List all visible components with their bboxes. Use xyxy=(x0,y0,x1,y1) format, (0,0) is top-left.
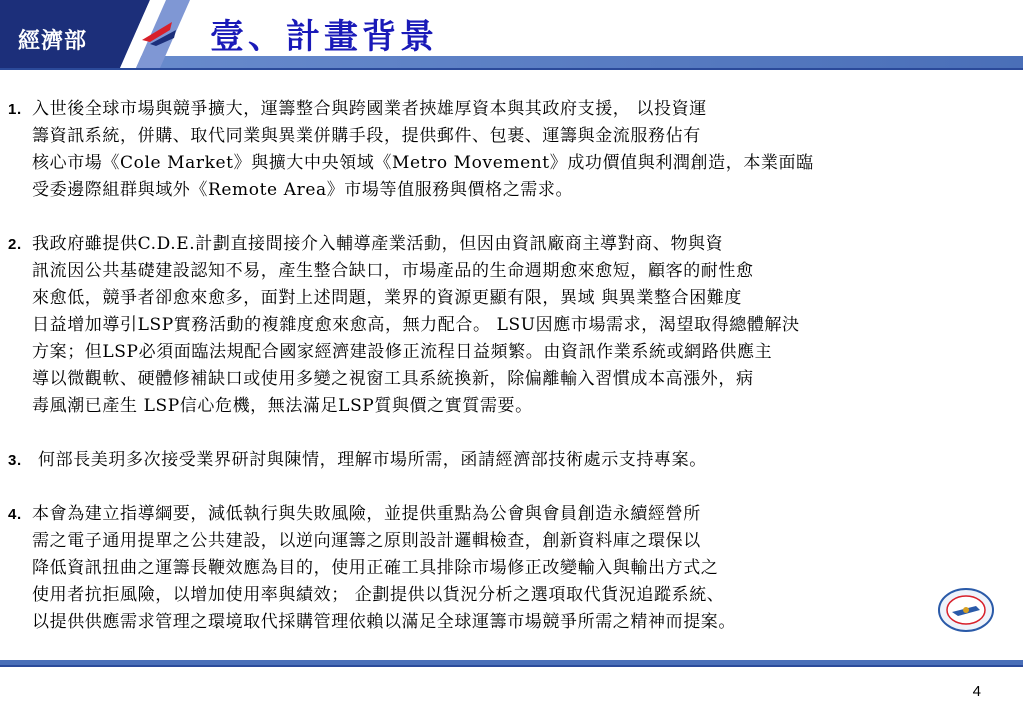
paragraph-line xyxy=(8,501,1018,528)
paragraph-line: 降低資訊扭曲之運籌長鞭效應為目的，使用正確工具排除市場修正改變輸入與輸出方式之 xyxy=(32,558,719,578)
paragraph-line: 籌資訊系統，併購、取代同業與異業併購手段，提供郵件、包裹、運籌與金流服務佔有 xyxy=(32,126,701,146)
paragraph-number: 1. xyxy=(8,101,22,118)
paragraph-line: 受委邊際組群與域外《Remote Area》市場等值服務與價格之需求。 xyxy=(32,180,574,200)
paragraph-line xyxy=(8,96,1018,123)
paragraph-number: 3. xyxy=(8,452,22,469)
paragraph-line: 導以微觀軟、硬體修補缺口或使用多變之視窗工具系統換新，除偏離輸入習慣成本高漲外，病 xyxy=(32,369,754,389)
footer-divider xyxy=(0,660,1023,668)
paragraph-line xyxy=(8,231,1018,258)
paragraph-1 xyxy=(8,96,1018,204)
paragraph-line: 毒風潮已產生 LSP信心危機，無法滿足LSP質與價之實質需要。 xyxy=(32,396,533,416)
paragraph-line: 使用者抗拒風險，以增加使用率與績效； 企劃提供以貨況分析之選項取代貨況追蹤系統、 xyxy=(32,585,725,605)
paragraph-text: 何部長美玥多次接受業界研討與陳情，理解市場所需，函請經濟部技術處示支持專案。 xyxy=(32,450,707,470)
paragraph-line: 需之電子通用提單之公共建設，以逆向運籌之原則設計邏輯檢查，創新資料庫之環保以 xyxy=(32,531,701,551)
header-graphic xyxy=(0,0,1023,72)
paragraph-line: 核心市場《Cole Market》與擴大中央領域《Metro Movement》成功價值與利潤創造，本業面臨 xyxy=(32,153,814,173)
paragraph-text: 本會為建立指導綱要，減低執行與失敗風險，並提供重點為公會與會員創造永續經營所 xyxy=(32,504,701,524)
paragraph-3 xyxy=(8,447,1018,474)
paragraph-text: 我政府雖提供C.D.E.計劃直接間接介入輔導產業活動，但因由資訊廠商主導對商、物與資 xyxy=(32,234,724,254)
paragraph-2 xyxy=(8,231,1018,420)
paragraph-number: 2. xyxy=(8,236,22,253)
header-banner xyxy=(0,0,1023,72)
paragraph-line: 日益增加導引LSP實務活動的複雜度愈來愈高，無力配合。 LSU因應市場需求，渴望取得總體解決 xyxy=(32,315,800,335)
paragraph-line: 以提供供應需求管理之環境取代採購管理依賴以滿足全球運籌市場競爭所需之精神而提案。 xyxy=(32,612,736,632)
ministry-logo-text: 經濟部 xyxy=(18,29,88,54)
paragraph-line xyxy=(8,447,1018,474)
paragraph-line: 方案；但LSP必須面臨法規配合國家經濟建設修正流程日益頻繁。由資訊作業系統或網路供應主 xyxy=(32,342,773,362)
paragraph-line: 來愈低，競爭者卻愈來愈多，面對上述問題，業界的資源更顯有限，異域 與異業整合困難度 xyxy=(32,288,743,308)
page-title: 壹、計畫背景 xyxy=(210,17,438,57)
association-seal-icon xyxy=(936,586,996,634)
paragraph-4 xyxy=(8,501,1018,636)
page-number: 4 xyxy=(972,683,981,700)
paragraph-line: 訊流因公共基礎建設認知不易，產生整合缺口，市場產品的生命週期愈來愈短，顧客的耐性愈 xyxy=(32,261,754,281)
slide-body xyxy=(8,96,1018,636)
paragraph-text: 入世後全球市場與競爭擴大，運籌整合與跨國業者挾雄厚資本與其政府支援， 以投資運 xyxy=(32,99,707,119)
paragraph-number: 4. xyxy=(8,506,22,523)
